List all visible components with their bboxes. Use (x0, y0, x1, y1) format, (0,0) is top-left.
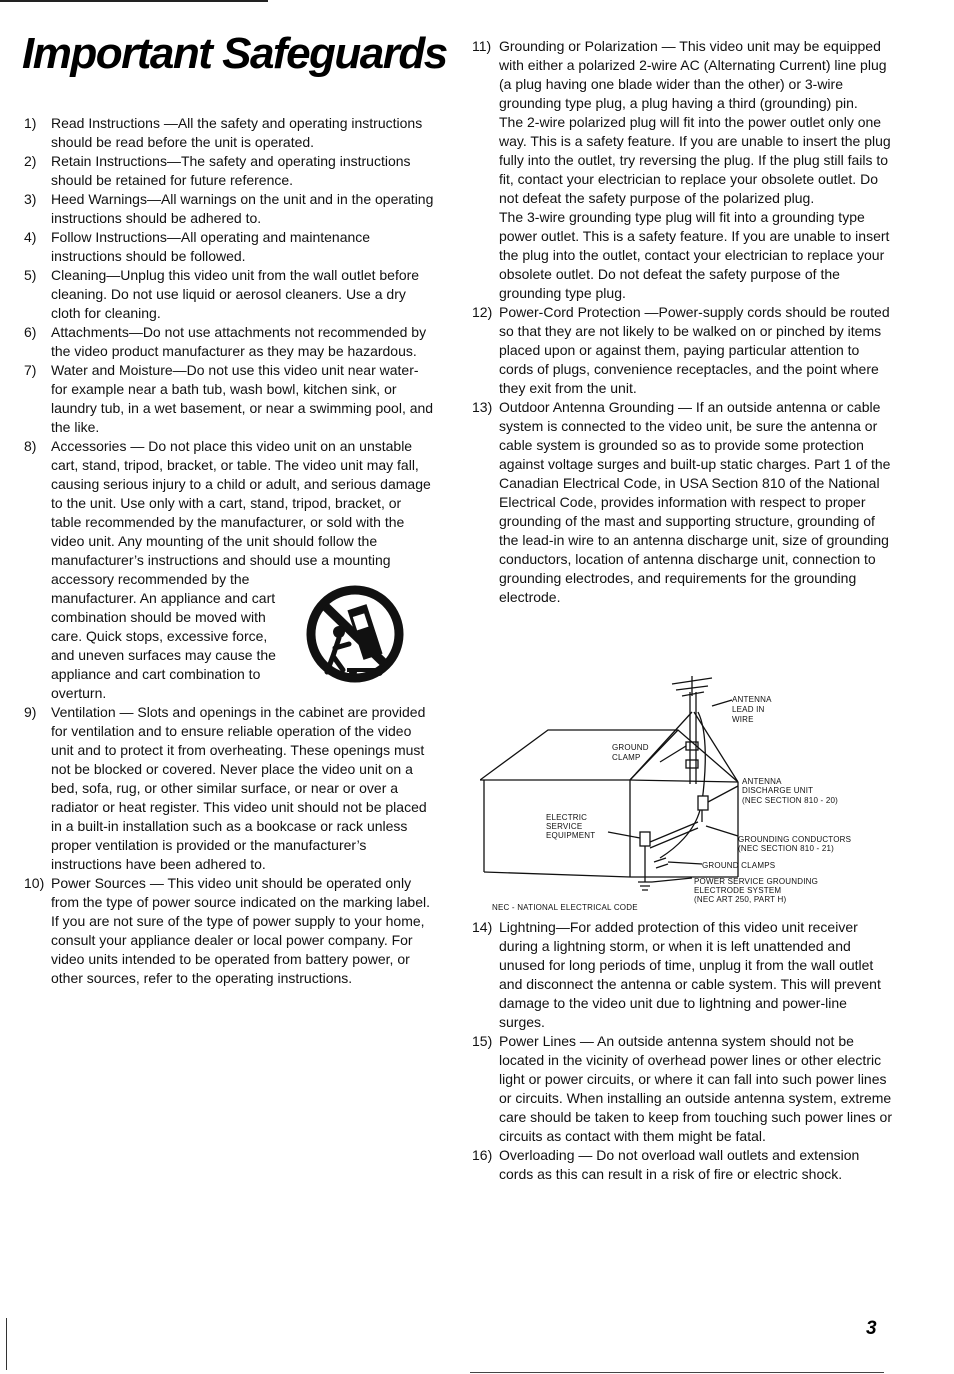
list-item: 14) Lightning—For added protection of this video unit receiver during a lightning storm, or when it is left unattended and unused for long periods of time, unplug it from the wall outlet and disconnect the antenna or cable system. This will prevent damage to the video unit due to lightning and power-line surges. (472, 919, 881, 1030)
accessories-text-continued: accessory recommended by the manufacturer. An appliance and cart combination should be moved with care. Quick stops, excessive force, and uneven surfaces may cause the appliance and cart combination to overturn. (51, 571, 276, 701)
label-ground-clamps: GROUND CLAMPS (702, 861, 776, 870)
antenna-grounding-diagram (480, 672, 880, 916)
grounding-paragraph: Grounding or Polarization — This video unit may be equipped with either a polarized 2-wire AC (Alternating Current) line plug (a plug having one blade wider than the other) or 3-wire grounding type plug, a plug having a third (grounding) pin. (499, 38, 887, 111)
svg-text:EQUIPMENT: EQUIPMENT (546, 831, 596, 840)
page-number: 3 (866, 1318, 877, 1339)
label-electric-service: ELECTRIC (546, 813, 588, 822)
label-antenna-lead-in: ANTENNA (732, 695, 772, 704)
list-item: 2) Retain Instructions—The safety and operating instructions should be retained for future reference. (24, 153, 411, 188)
svg-text:ELECTRODE SYSTEM: ELECTRODE SYSTEM (694, 886, 782, 895)
top-rule (0, 0, 268, 2)
margin-rule (6, 1318, 7, 1370)
svg-text:LEAD IN: LEAD IN (732, 705, 765, 714)
label-discharge-unit: ANTENNA (742, 777, 782, 786)
list-item: 1) Read Instructions —All the safety and operating instructions should be read before the unit is operated. (24, 115, 423, 150)
bottom-rule (470, 1372, 884, 1373)
svg-text:(NEC ART 250, PART H): (NEC ART 250, PART H) (694, 895, 787, 904)
label-electrode-system: POWER SERVICE GROUNDING (694, 877, 819, 886)
three-wire-plug-paragraph: The 3-wire grounding type plug will fit into a grounding type power outlet. This is a safety feature. If you are unable to insert the plug into the outlet, contact your electrician to replace your obsolete outlet. Do not defeat the safety purpose of the grounding type plug. (499, 209, 890, 301)
label-nec-note: NEC - NATIONAL ELECTRICAL CODE (492, 903, 638, 912)
svg-text:WIRE: WIRE (732, 715, 754, 724)
list-item: 9) Ventilation — Slots and openings in the cabinet are provided for ventilation and to ensure reliable operation of the video unit and to protect it from overheating. These openings must not be blocked or covered. Never place the video unit on a bed, sofa, rug, or other similar surface, or near or over a radiator or heat register. This video unit should not be placed in a built-in installation such as a bookcase or rack unless proper ventilation is provided or the manufacturer’s instructions have been adhered to. (24, 704, 427, 872)
label-ground-clamp: GROUND (612, 743, 649, 752)
right-column (472, 37, 892, 607)
accessories-text: Accessories — Do not place this video unit on an unstable cart, stand, tripod, bracket, or table. The video unit may fall, causing serious injury to a child or adult, and serious damage to the unit. Use only with a cart, stand, tripod, bracket, or table recommended by the manufacturer, or sold with the video unit. Any mounting of the unit should follow the manufacturer’s instructions and should use a mounting (51, 438, 431, 568)
list-item: 10) Power Sources — This video unit should be operated only from the type of power source indicated on the marking label. If you are not sure of the type of power supply to your home, consult your appliance dealer or local power company. For video units intended to be operated from battery power, or other sources, refer to the operating instructions. (24, 875, 430, 986)
label-grounding-conductors: GROUNDING CONDUCTORS (738, 835, 852, 844)
list-item: 6) Attachments—Do not use attachments not recommended by the video product manufacturer as they may be hazardous. (24, 324, 427, 359)
svg-text:CLAMP: CLAMP (612, 753, 641, 762)
svg-text:(NEC SECTION 810 - 20): (NEC SECTION 810 - 20) (742, 796, 838, 805)
list-item: 7) Water and Moisture—Do not use this video unit near water- for example near a bath tub, wash bowl, kitchen sink, or laundry tub, in a wet basement, or near a swimming pool, and the like. (24, 362, 434, 435)
cart-warning-icon (305, 584, 405, 684)
right-column-lower (472, 918, 892, 1184)
list-item: 3) Heed Warnings—All warnings on the unit and in the operating instructions should be adhered to. (24, 191, 434, 226)
svg-text:(NEC SECTION 810 - 21): (NEC SECTION 810 - 21) (738, 844, 834, 853)
svg-text:DISCHARGE UNIT: DISCHARGE UNIT (742, 786, 814, 795)
svg-text:SERVICE: SERVICE (546, 822, 583, 831)
list-item: 16) Overloading — Do not overload wall outlets and extension cords as this can result in a risk of fire or electric shock. (472, 1147, 860, 1182)
list-item: 4) Follow Instructions—All operating and maintenance instructions should be followed. (24, 229, 371, 264)
list-item-accessories: 8) Accessories — Do not place this video unit on an unstable cart, stand, tripod, bracket, or table. The video unit may fall, causing serious injury to a child or adult, and serious damage to the unit. Use only with a cart, stand, tripod, bracket, or table recommended by the manufacturer, or sold with the video unit. Any mounting of the unit should follow the manufacturer’s instructions and should use a mounting accessory recommended by the manufacturer. An appliance and cart combination should be moved with care. Quick stops, excessive force, and uneven surfaces may cause the appliance and cart combination to overturn. (24, 437, 434, 703)
list-item: 5) Cleaning—Unplug this video unit from the wall outlet before cleaning. Do not use liquid or aerosol cleaners. Use a dry cloth for cleaning. (24, 267, 420, 321)
polarized-plug-paragraph: The 2-wire polarized plug will fit into the power outlet only one way. This is a safety feature. If you are unable to insert the plug fully into the outlet, try reversing the plug. If the plug still fails to fit, contact your electrician to replace your obsolete outlet. Do not defeat the safety purpose of the polarized plug. (499, 114, 891, 206)
list-item: 15) Power Lines — An outside antenna system should not be located in the vicinity of overhead power lines or other electric light or power circuits, or where it can fall into such power lines or circuits. When installing an outside antenna system, extreme care should be taken to keep from touching such power lines or circuits as contact with them might be fatal. (472, 1033, 893, 1144)
page-title: Important Safeguards (22, 29, 447, 78)
list-item: 13) Outdoor Antenna Grounding — If an outside antenna or cable system is connected to the video unit, be sure the antenna or cable system is grounded so as to provide some protection against voltage surges and built-up static charges. Part 1 of the Canadian Electrical Code, in USA Section 810 of the National Electrical Code, provides information with respect to proper grounding of the mast and supporting structure, grounding of the lead-in wire to an antenna discharge unit, size of grounding conductors, location of antenna discharge unit, connection to grounding electrodes, and requirements for the grounding electrode. (472, 399, 891, 605)
list-item-grounding: 11) Grounding or Polarization — This video unit may be equipped with either a polarized 2-wire AC (Alternating Current) line plug (a plug having one blade wider than the other) or 3-wire grounding type plug, a plug having a third (grounding) pin. The 2-wire polarized plug will fit into the power outlet only one way. This is a safety feature. If you are unable to insert the plug fully into the outlet, try reversing the plug. If the plug still fails to fit, contact your electrician to replace your obsolete outlet. Do not defeat the safety purpose of the polarized plug. The 3-wire grounding type plug will fit into a grounding type power outlet. This is a safety feature. If you are unable to insert the plug into the outlet, contact your electrician to replace your obsolete outlet. Do not defeat the safety purpose of the grounding type plug. (472, 38, 891, 301)
left-column (24, 114, 434, 988)
list-item: 12) Power-Cord Protection —Power-supply cords should be routed so that they are not likely to be walked on or pinched by items placed upon or against them, paying particular attention to cords of plugs, convenience receptacles, and the point where they exit from the unit. (472, 304, 890, 396)
